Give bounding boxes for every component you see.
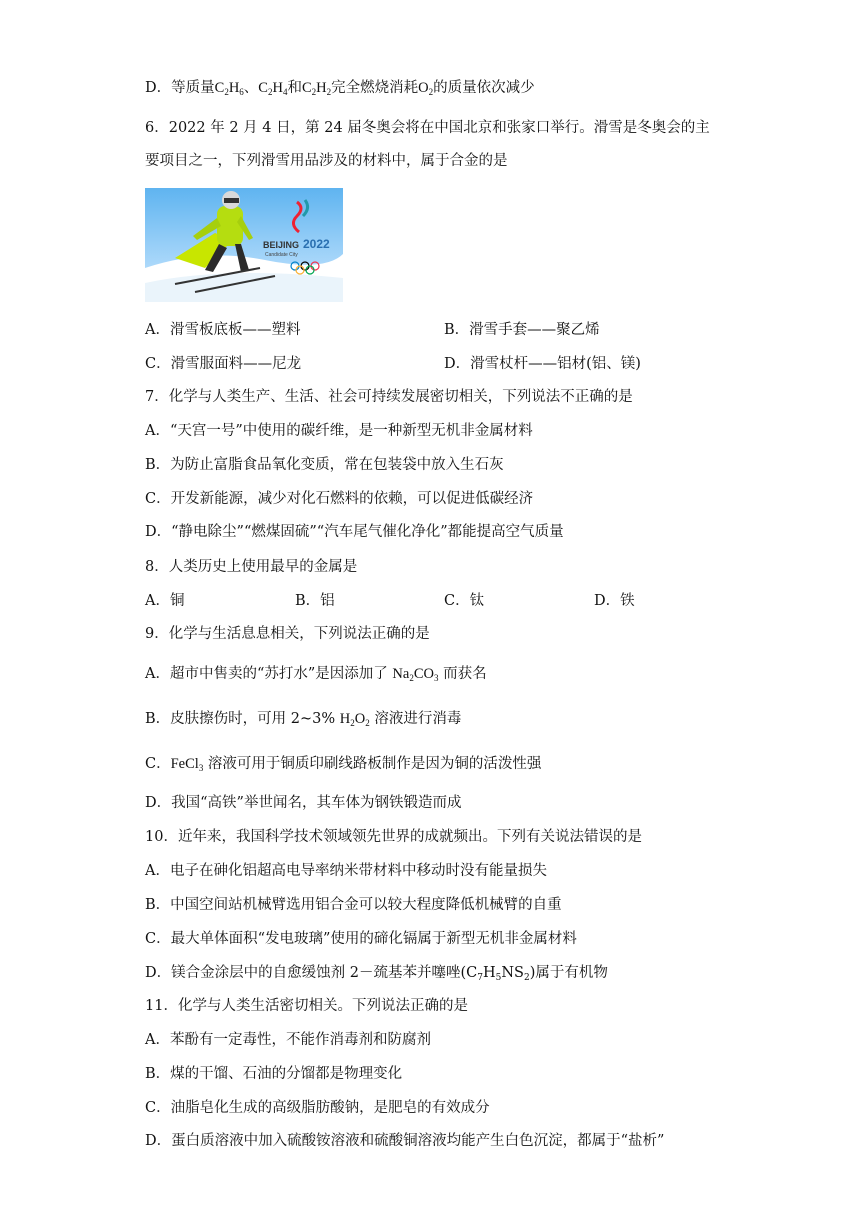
beijing-text: BEIJING bbox=[263, 240, 300, 250]
q9-option-c: C．FeCl$_3$ 溶液可用于铜质印刷线路板制作是因为铜的活泼性强 bbox=[145, 756, 542, 773]
q6-option-c: C．滑雪服面料——尼龙 bbox=[145, 356, 302, 372]
q8-option-a: A．铜 bbox=[145, 593, 185, 609]
q9-option-b: B．皮肤擦伤时，可用 2~3% $H_2O_2$ 溶液进行消毒 bbox=[145, 711, 462, 728]
q9-option-a: A．超市中售卖的“苏打水”是因添加了 $Na_2CO_3$ 而获名 bbox=[145, 666, 487, 683]
q5-option-d: D．等质量$C_2H_6$、$C_2H_4$和$C_2H_2$完全燃烧消耗$O_2$的质量依次减少 bbox=[145, 80, 535, 97]
q10-option-b: B．中国空间站机械臂选用铝合金可以较大程度降低机械臂的自重 bbox=[145, 897, 562, 913]
year-text: 2022 bbox=[303, 237, 330, 251]
q7-option-c: C．开发新能源，减少对化石燃料的依赖，可以促进低碳经济 bbox=[145, 491, 534, 507]
q6-option-b: B．滑雪手套——聚乙烯 bbox=[444, 322, 600, 338]
q11-option-d: D．蛋白质溶液中加入硫酸铵溶液和硫酸铜溶液均能产生白色沉淀，都属于“盐析” bbox=[145, 1133, 665, 1149]
candidate-text: Candidate City bbox=[265, 252, 298, 258]
q9-stem: 9．化学与生活息息相关，下列说法正确的是 bbox=[145, 626, 430, 642]
q10-stem: 10．近年来，我国科学技术领域领先世界的成就频出。下列有关说法错误的是 bbox=[145, 829, 642, 845]
q8-option-b: B．铝 bbox=[295, 593, 335, 609]
q10-option-a: A．电子在砷化铝超高电导率纳米带材料中移动时没有能量损失 bbox=[145, 863, 547, 879]
q7-option-d: D．“静电除尘”“燃煤固硫”“汽车尾气催化净化”都能提高空气质量 bbox=[145, 524, 564, 540]
skier-illustration bbox=[145, 188, 343, 302]
q9-option-d: D．我国“高铁”举世闻名，其车体为钢铁锻造而成 bbox=[145, 795, 462, 811]
q6-option-d: D．滑雪杖杆——铝材(铝、镁) bbox=[444, 356, 641, 372]
q6-stem-line2: 要项目之一，下列滑雪用品涉及的材料中，属于合金的是 bbox=[145, 153, 508, 169]
q8-stem: 8．人类历史上使用最早的金属是 bbox=[145, 559, 358, 575]
skier-photo bbox=[145, 188, 343, 302]
q11-option-c: C．油脂皂化生成的高级脂肪酸钠，是肥皂的有效成分 bbox=[145, 1100, 490, 1116]
q8-option-c: C．钛 bbox=[444, 593, 485, 609]
q11-option-b: B．煤的干馏、石油的分馏都是物理变化 bbox=[145, 1066, 403, 1082]
q7-option-a: A．“天宫一号”中使用的碳纤维，是一种新型无机非金属材料 bbox=[145, 423, 533, 439]
q7-option-b: B．为防止富脂食品氧化变质，常在包装袋中放入生石灰 bbox=[145, 457, 504, 473]
q6-option-a: A．滑雪板底板——塑料 bbox=[145, 322, 301, 338]
q11-stem: 11．化学与人类生活密切相关。下列说法正确的是 bbox=[145, 998, 468, 1014]
q10-option-c: C．最大单体面积“发电玻璃”使用的碲化镉属于新型无机非金属材料 bbox=[145, 931, 577, 947]
q8-option-d: D．铁 bbox=[594, 593, 635, 609]
q7-stem: 7．化学与人类生产、生活、社会可持续发展密切相关，下列说法不正确的是 bbox=[145, 389, 633, 405]
q11-option-a: A．苯酚有一定毒性，不能作消毒剂和防腐剂 bbox=[145, 1032, 431, 1048]
q6-stem-line1: 6．2022 年 2 月 4 日，第 24 届冬奥会将在中国北京和张家口举行。滑雪是冬奥会的主 bbox=[145, 120, 710, 136]
q10-option-d: D．镁合金涂层中的自愈缓蚀剂 2－巯基苯并噻唑$(C_7H_5NS_2)$属于有机物 bbox=[145, 965, 608, 983]
